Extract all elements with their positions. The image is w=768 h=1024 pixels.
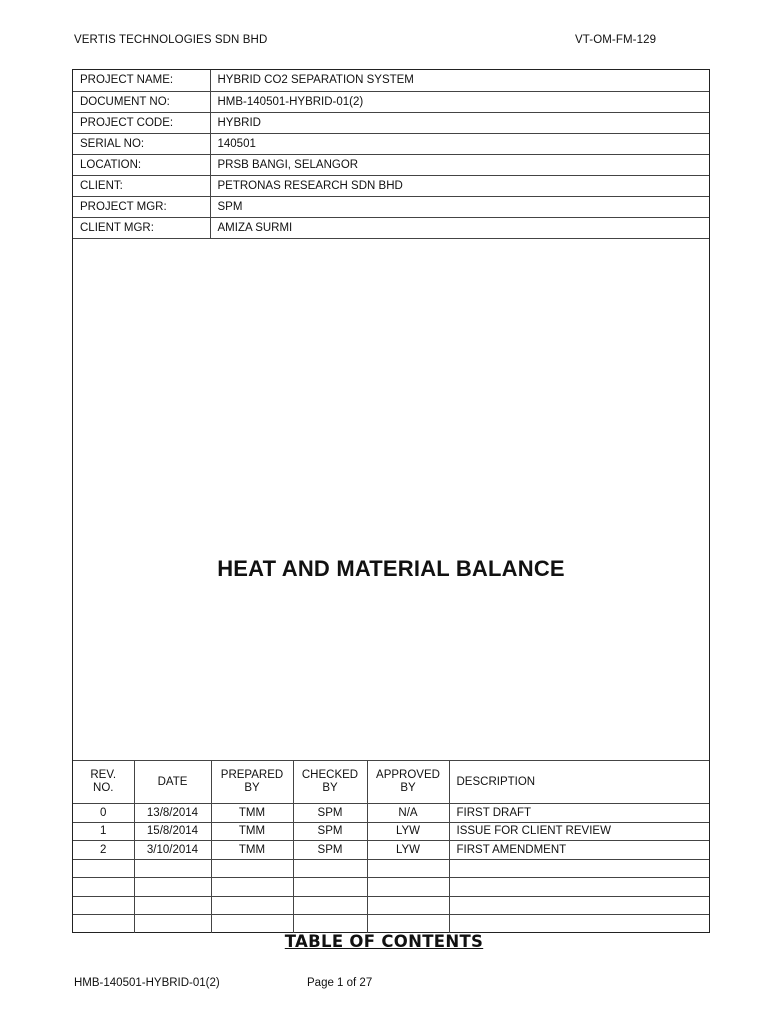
rev-date: 3/10/2014 [134, 841, 211, 860]
header-rev-line2: NO. [93, 782, 114, 794]
rev-date [134, 915, 211, 934]
footer-doc-no: HMB-140501-HYBRID-01(2) [74, 977, 220, 989]
rev-no [73, 915, 134, 934]
rev-description [449, 915, 709, 934]
rev-approved-by [367, 896, 449, 915]
rev-prepared-by [211, 915, 293, 934]
rev-checked-by [293, 878, 367, 897]
rev-prepared-by: TMM [211, 822, 293, 841]
rev-checked-by: SPM [293, 822, 367, 841]
info-label: SERIAL NO: [73, 133, 210, 154]
rev-prepared-by [211, 878, 293, 897]
info-row-project-name [73, 70, 709, 91]
header-prepared-line2: BY [244, 782, 260, 794]
header-checked-by [293, 761, 367, 804]
header-prepared-by [211, 761, 293, 804]
rev-date [134, 878, 211, 897]
header-approved-line2: BY [400, 782, 416, 794]
rev-checked-by [293, 896, 367, 915]
rev-approved-by [367, 915, 449, 934]
project-info-table [73, 70, 709, 239]
rev-no [73, 878, 134, 897]
info-label: LOCATION: [73, 154, 210, 175]
revision-row [73, 841, 709, 860]
form-code: VT-OM-FM-129 [575, 34, 657, 46]
rev-description: FIRST AMENDMENT [449, 841, 709, 860]
info-row-project-mgr [73, 196, 709, 217]
header-description: DESCRIPTION [449, 761, 709, 804]
rev-no [73, 859, 134, 878]
info-row-client-mgr [73, 217, 709, 238]
rev-description: ISSUE FOR CLIENT REVIEW [449, 822, 709, 841]
rev-no: 0 [73, 804, 134, 823]
info-row-document-no [73, 91, 709, 112]
rev-approved-by [367, 878, 449, 897]
rev-checked-by [293, 915, 367, 934]
rev-date [134, 859, 211, 878]
info-label: DOCUMENT NO: [73, 91, 210, 112]
rev-prepared-by [211, 859, 293, 878]
info-row-client [73, 175, 709, 196]
footer-page-number: Page 1 of 27 [307, 977, 373, 989]
header-date: DATE [134, 761, 211, 804]
header-prepared-line1: PREPARED [220, 769, 284, 781]
rev-prepared-by: TMM [211, 841, 293, 860]
rev-date [134, 896, 211, 915]
header-rev-no [73, 761, 134, 804]
revision-row-empty [73, 915, 709, 934]
rev-checked-by: SPM [293, 841, 367, 860]
info-row-serial-no [73, 133, 709, 154]
info-label: CLIENT: [73, 175, 210, 196]
revision-header-row [73, 761, 709, 804]
document-title: HEAT AND MATERIAL BALANCE [217, 556, 565, 581]
revision-row-empty [73, 878, 709, 897]
rev-approved-by: N/A [367, 804, 449, 823]
rev-prepared-by: TMM [211, 804, 293, 823]
rev-description [449, 859, 709, 878]
rev-checked-by: SPM [293, 804, 367, 823]
rev-description [449, 896, 709, 915]
info-row-location [73, 154, 709, 175]
company-name: VERTIS TECHNOLOGIES SDN BHD [74, 34, 268, 46]
rev-description: FIRST DRAFT [449, 804, 709, 823]
header-rev-line1: REV. [90, 769, 117, 781]
info-value: 140501 [210, 133, 709, 154]
info-value: AMIZA SURMI [210, 217, 709, 238]
header-checked-line1: CHECKED [301, 769, 359, 781]
rev-date: 13/8/2014 [134, 804, 211, 823]
revision-row [73, 804, 709, 823]
rev-prepared-by [211, 896, 293, 915]
info-value: PETRONAS RESEARCH SDN BHD [210, 175, 709, 196]
info-value: SPM [210, 196, 709, 217]
rev-approved-by [367, 859, 449, 878]
info-label: CLIENT MGR: [73, 217, 210, 238]
revision-row [73, 822, 709, 841]
rev-no [73, 896, 134, 915]
info-label: PROJECT MGR: [73, 196, 210, 217]
revision-row-empty [73, 896, 709, 915]
rev-no: 2 [73, 841, 134, 860]
info-value: PRSB BANGI, SELANGOR [210, 154, 709, 175]
cover-frame [72, 69, 710, 933]
revision-row-empty [73, 859, 709, 878]
rev-no: 1 [73, 822, 134, 841]
info-label: PROJECT CODE: [73, 112, 210, 133]
rev-approved-by: LYW [367, 822, 449, 841]
info-label: PROJECT NAME: [73, 70, 210, 91]
rev-description [449, 878, 709, 897]
info-value: HMB-140501-HYBRID-01(2) [210, 91, 709, 112]
header-approved-line1: APPROVED [376, 769, 440, 781]
toc-heading: TABLE OF CONTENTS [284, 932, 484, 951]
header-checked-line2: BY [322, 782, 338, 794]
revision-table [73, 760, 709, 933]
rev-date: 15/8/2014 [134, 822, 211, 841]
info-value: HYBRID [210, 112, 709, 133]
info-row-project-code [73, 112, 709, 133]
header-approved-by [367, 761, 449, 804]
rev-checked-by [293, 859, 367, 878]
rev-approved-by: LYW [367, 841, 449, 860]
info-value: HYBRID CO2 SEPARATION SYSTEM [210, 70, 709, 91]
